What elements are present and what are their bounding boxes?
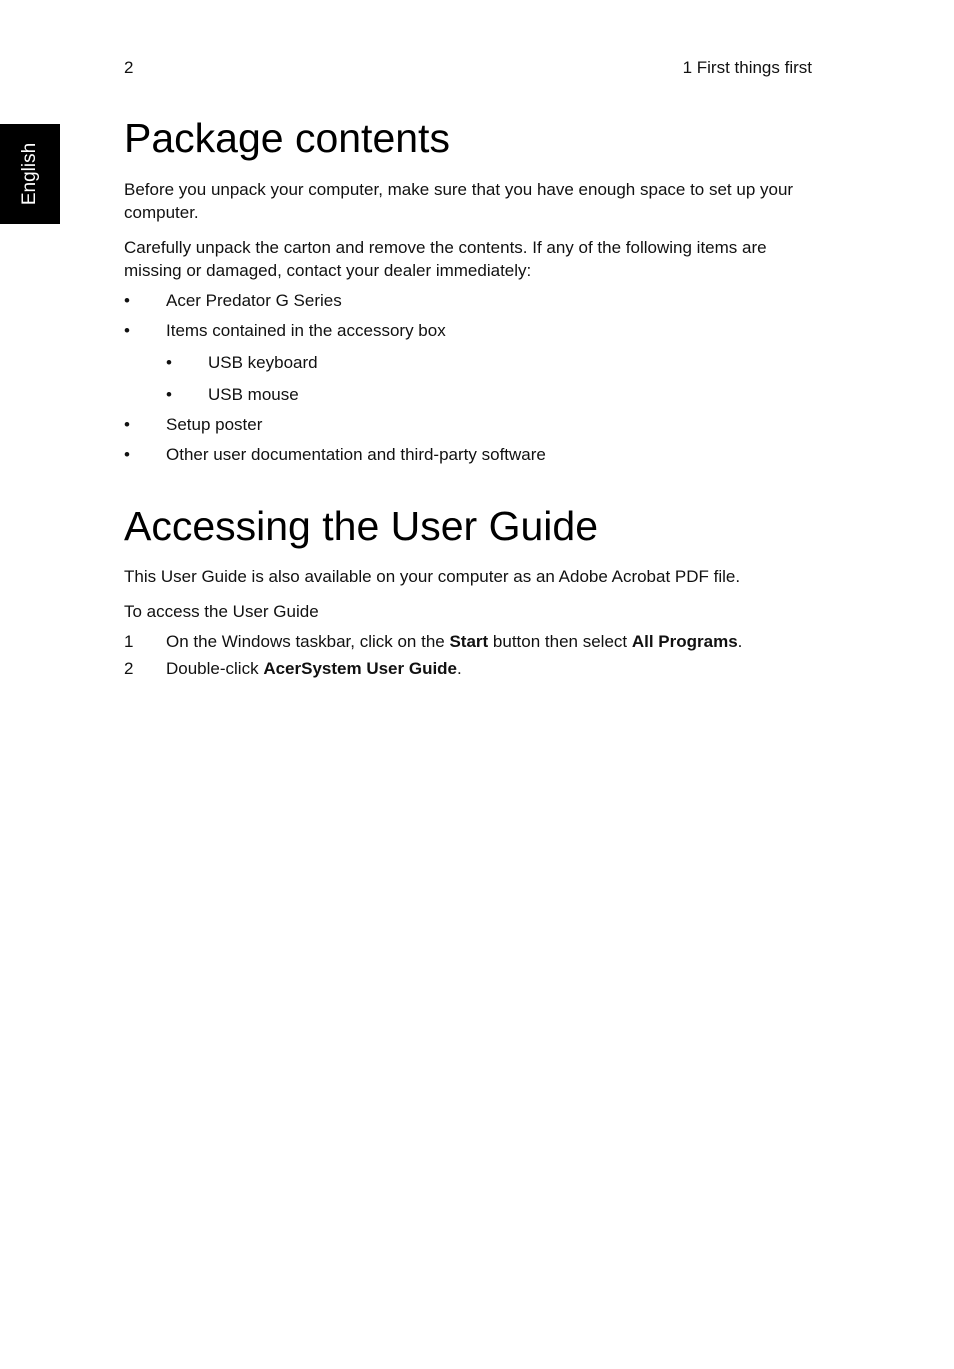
bullet: • [124, 291, 130, 310]
step-text: On the Windows taskbar, click on the Start button then select All Programs. [166, 632, 743, 651]
list-item-text: USB mouse [208, 385, 299, 404]
all-programs-term: All Programs [631, 632, 738, 651]
instruction-paragraph: Carefully unpack the carton and remove the contents. If any of the following items are missing or damaged, contact your dealer immediately: [124, 238, 767, 280]
step-number: 1 [124, 632, 134, 651]
bullet: • [124, 321, 130, 340]
intro-paragraph: Before you unpack your computer, make sure that you have enough space to set up your computer. [124, 180, 794, 222]
bullet: • [124, 415, 130, 434]
guide-intro-paragraph: This User Guide is also available on your computer as an Adobe Acrobat PDF file. [124, 567, 741, 586]
page-number: 2 [124, 58, 134, 77]
list-item-text: USB keyboard [208, 353, 318, 372]
list-item-text: Setup poster [166, 415, 263, 434]
step-number: 2 [124, 659, 134, 678]
step-text: Double-click AcerSystem User Guide. [166, 659, 462, 678]
bullet: • [166, 353, 172, 372]
bullet: • [124, 445, 130, 464]
guide-lead-paragraph: To access the User Guide [124, 602, 319, 621]
start-button-term: Start [449, 632, 489, 651]
running-header: 1 First things first [682, 58, 812, 77]
language-tab-label: English [19, 142, 40, 206]
section-title-accessing-user-guide: Accessing the User Guide [124, 503, 599, 549]
bullet: • [166, 385, 172, 404]
list-item-text: Items contained in the accessory box [166, 321, 446, 340]
list-item-text: Acer Predator G Series [166, 291, 342, 310]
section-title-package-contents: Package contents [124, 115, 450, 161]
acersystem-user-guide-term: AcerSystem User Guide [263, 659, 458, 678]
list-item-text: Other user documentation and third-party software [166, 445, 546, 464]
language-tab [0, 124, 60, 224]
